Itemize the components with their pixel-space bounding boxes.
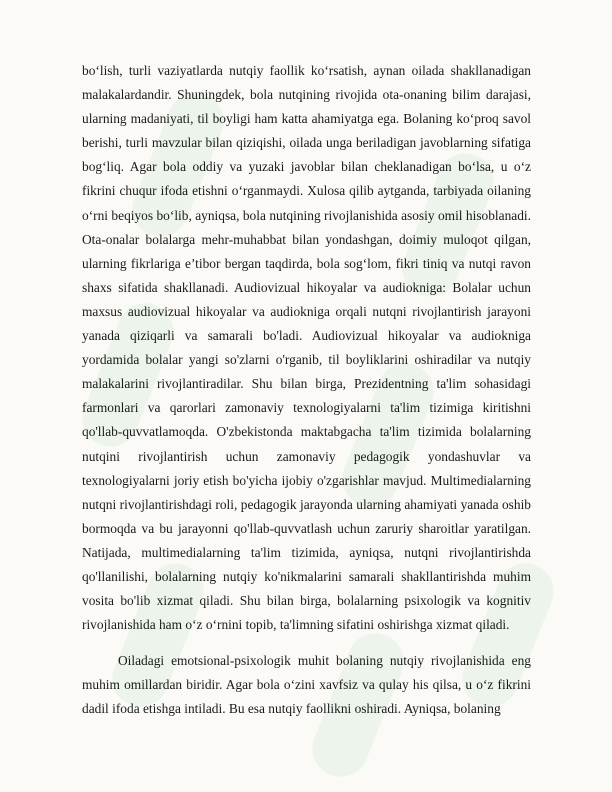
paragraph: bo‘lish, turli vaziyatlarda nutqiy faollik ko‘rsatish, aynan oilada shakllanadigan malakalardandir. Shuningdek, bola nutqining rivojida ota-onaning bilim darajasi, ularning madaniyati, til boyligi ham katta ahamiyatga ega. Bolaning ko‘proq savol berishi, turli mavzular bilan qiziqishi, oilada unga beriladigan javoblarning sifatiga bog‘liq. Agar bola oddiy va yuzaki javoblar bilan cheklanadigan bo‘lsa, u o‘z fikrini chuqur ifoda etishni o‘rganmaydi. Xulosa qilib aytganda, tarbiyada oilaning o‘rni beqiyos bo‘lib, ayniqsa, bola nutqining rivojlanishida asosiy omil hisoblanadi. Ota-onalar bolalarga mehr-muhabbat bilan yondashgan, doimiy muloqot qilgan, ularning fikrlariga e’tibor bergan taqdirda, bola sog‘lom, fikri tiniq va nutqi ravon shaxs sifatida shakllanadi. Audiovizual hikoyalar va audiokniga: Bolalar uchun maxsus audiovizual hikoyalar va audiokniga orqali nutqni rivojlantirish jarayoni yanada qiziqarli va samarali bo'ladi. Audiovizual hikoyalar va audiokniga yordamida bolalar yangi so'zlarni o'rganib, til boyliklarini oshiradilar va nutqiy malakalarini rivojlantiradilar. Shu bilan birga, Prezidentning ta'lim sohasidagi farmonlari va qarorlari zamonaviy texnologiyalarni ta'lim tizimiga kiritishni qo'llab-quvvatlamoqda. O'zbekistonda maktabgacha ta'lim tizimida bolalarning nutqini rivojlantirish uchun zamonaviy pedagogik yondashuvlar va texnologiyalarni joriy etish bo'yicha ijobiy o'zgarishlar mavjud. Multimedialarning nutqni rivojlantirishdagi roli, pedagogik jarayonda ularning ahamiyati yanada oshib bormoqda va bu jarayonni qo'llab-quvvatlash uchun zaruriy sharoitlar yaratilgan. Natijada, multimedialarning ta'lim tizimida, ayniqsa, nutqni rivojlantirishda qo'llanilishi, bolalarning nutqiy ko'nikmalarini samarali shakllantirishda muhim vosita bo'lib xizmat qiladi. Shu bilan birga, bolalarning psixologik va kognitiv rivojlanishida ham o‘z o‘rnini topib, ta'limning sifatini oshirishga xizmat qiladi. <box>82 63 531 633</box>
document-body <box>82 59 531 722</box>
paragraph: Oiladagi emotsional-psixologik muhit bolaning nutqiy rivojlanishida eng muhim omillardan biridir. Agar bola o‘zini xavfsiz va qulay his qilsa, u o‘z fikrini dadil ifoda etishga intiladi. Bu esa nutqiy faollikni oshiradi. Ayniqsa, bolaning <box>82 653 531 717</box>
